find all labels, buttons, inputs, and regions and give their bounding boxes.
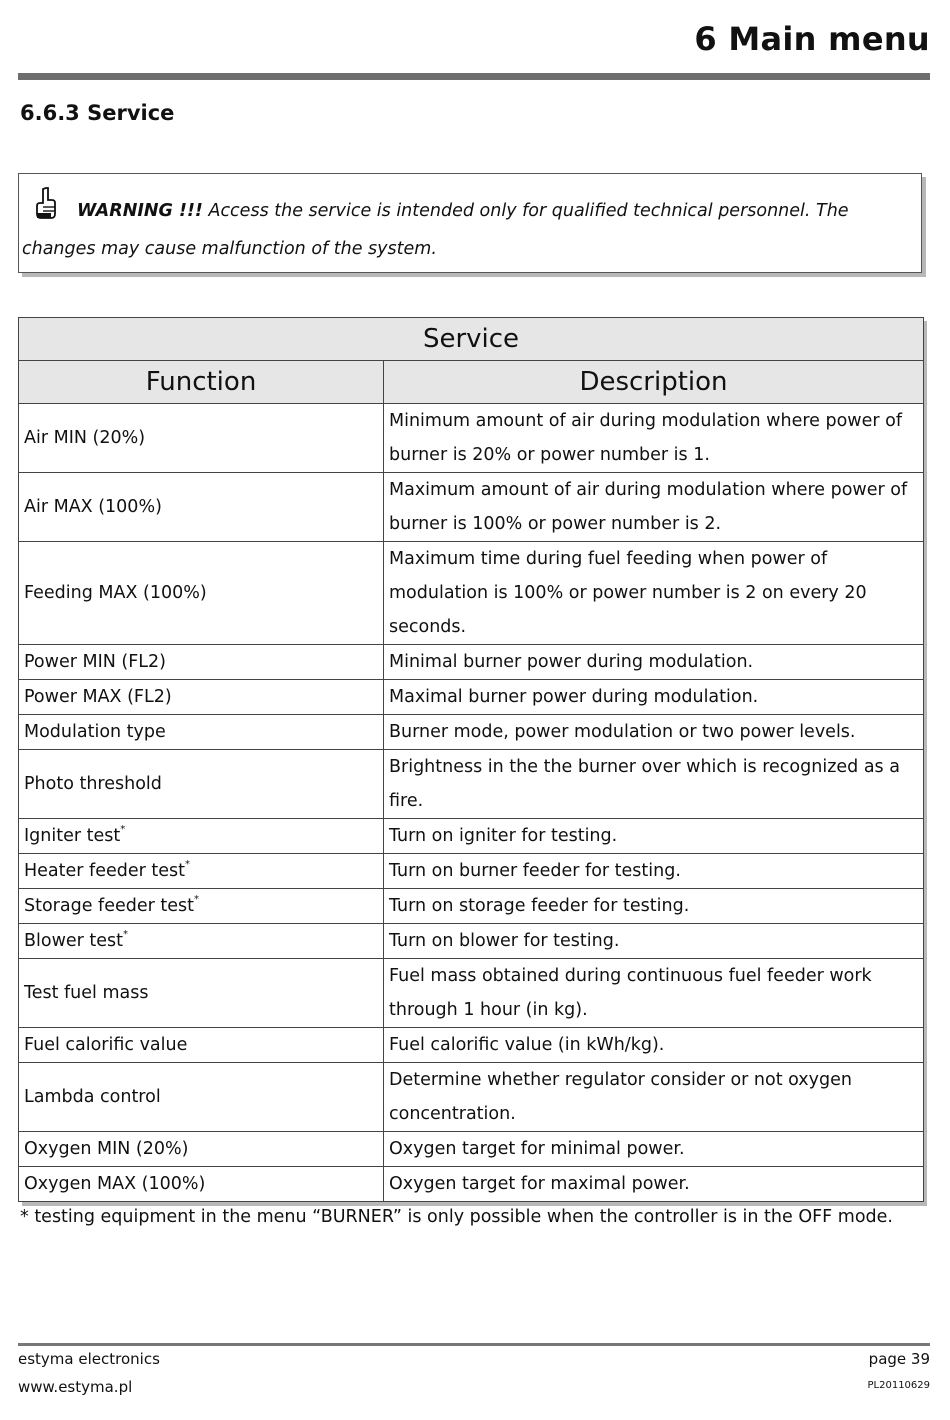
description-cell: Fuel mass obtained during continuous fuel feeder work through 1 hour (in kg). [384,959,924,1028]
table-row [19,645,924,680]
service-table-wrapper [18,317,923,1202]
function-cell [19,1132,384,1167]
function-cell [19,959,384,1028]
table-body [19,404,924,1202]
column-header-function: Function [19,361,384,404]
table-row [19,473,924,542]
description-cell: Burner mode, power modulation or two power levels. [384,715,924,750]
function-name: Feeding MAX (100%) [24,583,207,603]
function-cell [19,542,384,645]
table-row [19,542,924,645]
description-cell: Turn on blower for testing. [384,924,924,959]
table-row [19,819,924,854]
function-name: Power MAX (FL2) [24,687,172,707]
description-cell: Minimal burner power during modulation. [384,645,924,680]
table-row [19,404,924,473]
function-name: Modulation type [24,722,166,742]
table-row [19,959,924,1028]
section-title: 6.6.3 Service [20,101,175,125]
document-code: PL20110629 [867,1380,930,1391]
description-cell: Determine whether regulator consider or not oxygen concentration. [384,1063,924,1132]
description-cell: Minimum amount of air during modulation where power of burner is 20% or power number is 1. [384,404,924,473]
function-cell [19,680,384,715]
service-table [18,317,924,1202]
function-name: Blower test [24,931,124,951]
description-cell: Turn on burner feeder for testing. [384,854,924,889]
table-row [19,1063,924,1132]
function-name: Fuel calorific value [24,1035,188,1055]
footnote-marker: * [120,824,126,836]
warning-box [18,173,922,273]
function-cell [19,645,384,680]
table-title: Service [19,318,924,361]
function-name: Photo threshold [24,774,162,794]
description-cell: Oxygen target for maximal power. [384,1167,924,1202]
header-rule [18,73,930,80]
function-cell [19,473,384,542]
function-cell [19,819,384,854]
warning-text: Access the service is intended only for qualified technical personnel. The changes may cause malfunction of the system. [22,201,849,259]
function-name: Air MAX (100%) [24,497,162,517]
table-row [19,854,924,889]
footnote-marker: * [193,894,199,906]
description-cell: Brightness in the the burner over which is recognized as a fire. [384,750,924,819]
function-cell [19,854,384,889]
footnote: * testing equipment in the menu “BURNER” is only possible when the controller is in the OFF mode. [20,1207,893,1227]
table-row [19,715,924,750]
description-cell: Oxygen target for minimal power. [384,1132,924,1167]
function-name: Oxygen MAX (100%) [24,1174,206,1194]
table-row [19,1132,924,1167]
description-cell: Fuel calorific value (in kWh/kg). [384,1028,924,1063]
function-cell [19,924,384,959]
table-row [19,1167,924,1202]
function-cell [19,715,384,750]
function-name: Lambda control [24,1087,161,1107]
table-row [19,750,924,819]
description-cell: Maximal burner power during modulation. [384,680,924,715]
function-name: Storage feeder test [24,896,194,916]
description-cell: Maximum time during fuel feeding when power of modulation is 100% or power number is 2 on every 20 seconds. [384,542,924,645]
function-name: Test fuel mass [24,983,149,1003]
page-number: page 39 [868,1350,930,1368]
warning-message [22,192,918,268]
footer-rule [18,1343,930,1346]
table-row [19,1028,924,1063]
table-row [19,924,924,959]
description-cell: Turn on storage feeder for testing. [384,889,924,924]
function-name: Air MIN (20%) [24,428,146,448]
function-cell [19,1063,384,1132]
function-name: Oxygen MIN (20%) [24,1139,189,1159]
function-name: Igniter test [24,826,121,846]
function-cell [19,750,384,819]
footnote-marker: * [184,859,190,871]
function-cell [19,1028,384,1063]
function-cell [19,889,384,924]
table-row [19,680,924,715]
description-cell: Maximum amount of air during modulation where power of burner is 100% or power number is 2. [384,473,924,542]
footnote-marker: * [123,929,129,941]
function-cell [19,1167,384,1202]
footer-company: estyma electronics [18,1350,160,1368]
column-header-description: Description [384,361,924,404]
chapter-title: 6 Main menu [694,20,930,58]
function-name: Heater feeder test [24,861,185,881]
function-name: Power MIN (FL2) [24,652,166,672]
description-cell: Turn on igniter for testing. [384,819,924,854]
warning-label: WARNING !!! [77,201,203,221]
table-row [19,889,924,924]
footer-website: www.estyma.pl [18,1378,133,1396]
function-cell [19,404,384,473]
